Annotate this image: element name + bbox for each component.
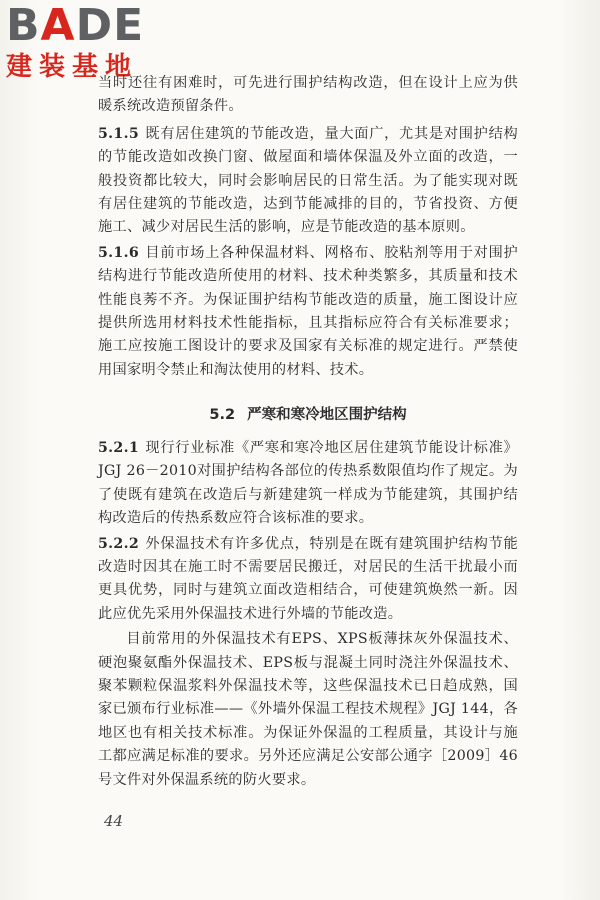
paragraph-external-insulation: 目前常用的外保温技术有EPS、XPS板薄抹灰外保温技术、硬泡聚氨酯外保温技术、EPS板与混凝土同时浇注外保温技术、聚苯颗粒保温浆料外保温技术等，这些保温技术已日趋成熟，国家已颁布行业标准——《外墙外保温工程技术规程》JGJ 144，各地区也有相关技术标准。为保证外保温的工程质量，其设计与施工都应满足标准的要求。另外还应满足公安部公通字［2009］46号文件对外保温系统的防火要求。 (98, 631, 518, 788)
section-number: 5.1.5 (98, 125, 139, 142)
page-number: 44 (104, 812, 124, 830)
section-5-1-6 (98, 242, 518, 382)
logo-letters-de: DE (75, 0, 145, 51)
section-heading (98, 403, 518, 424)
paragraph-intro: 当时还往有困难时，可先进行围护结构改造，但在设计上应为供暖系统改造预留条件。 (98, 75, 518, 115)
logo-letter-b: B (6, 0, 41, 51)
section-number: 5.2.1 (98, 440, 139, 456)
text-block-top (98, 72, 518, 382)
section-5-2-1 (98, 437, 518, 531)
heading-title: 严寒和寒冷地区围护结构 (247, 407, 407, 423)
section-number: 5.1.6 (98, 244, 139, 261)
text-block-bottom (98, 437, 518, 792)
section-text: 目前市场上各种保温材料、网格布、胶粘剂等用于对围护结构进行节能改造所使用的材料、技术种类繁多，其质量和技术性能良莠不齐。为保证围护结构节能改造的质量，施工图设计应提供所选用材料技术性能指标，且其指标应符合有关标准要求；施工应按施工图设计的要求及国家有关标准的规定进行。严禁使用国家明令禁止和淘汰使用的材料、技术。 (98, 244, 518, 378)
section-5-2-2 (98, 533, 518, 627)
logo-letter-a: A (40, 0, 76, 51)
section-text: 现行行业标准《严寒和寒冷地区居住建筑节能设计标准》JGJ 26－2010对围护结构各部位的传热系数限值均作了规定。为了使既有建筑在改造后与新建建筑一样成为节能建筑，其围护结构改造后的传热系数应符合该标准的要求。 (98, 440, 518, 527)
logo-subtitle: 建装基地 (6, 52, 139, 82)
section-5-1-5 (98, 123, 518, 240)
section-text: 既有居住建筑的节能改造，量大面广，尤其是对围护结构的节能改造如改换门窗、做屋面和墙体保温及外立面的改造，一般投资都比较大，同时会影响居民的日常生活。为了能实现对既有居住建筑的节能改造，达到节能减排的目的，节省投资、方便施工、减少对居民生活的影响，应是节能改造的基本原则。 (98, 125, 518, 236)
logo-wordmark (6, 0, 156, 51)
heading-number: 5.2 (209, 407, 236, 423)
section-number: 5.2.2 (98, 535, 139, 552)
section-text: 外保温技术有许多优点，特别是在既有建筑围护结构节能改造时因其在施工时不需要居民搬迁，对居民的生活干扰最小而更具优势，同时与建筑立面改造相结合，可使建筑焕然一新。因此应优先采用外保温技术进行外墙的节能改造。 (98, 535, 518, 622)
